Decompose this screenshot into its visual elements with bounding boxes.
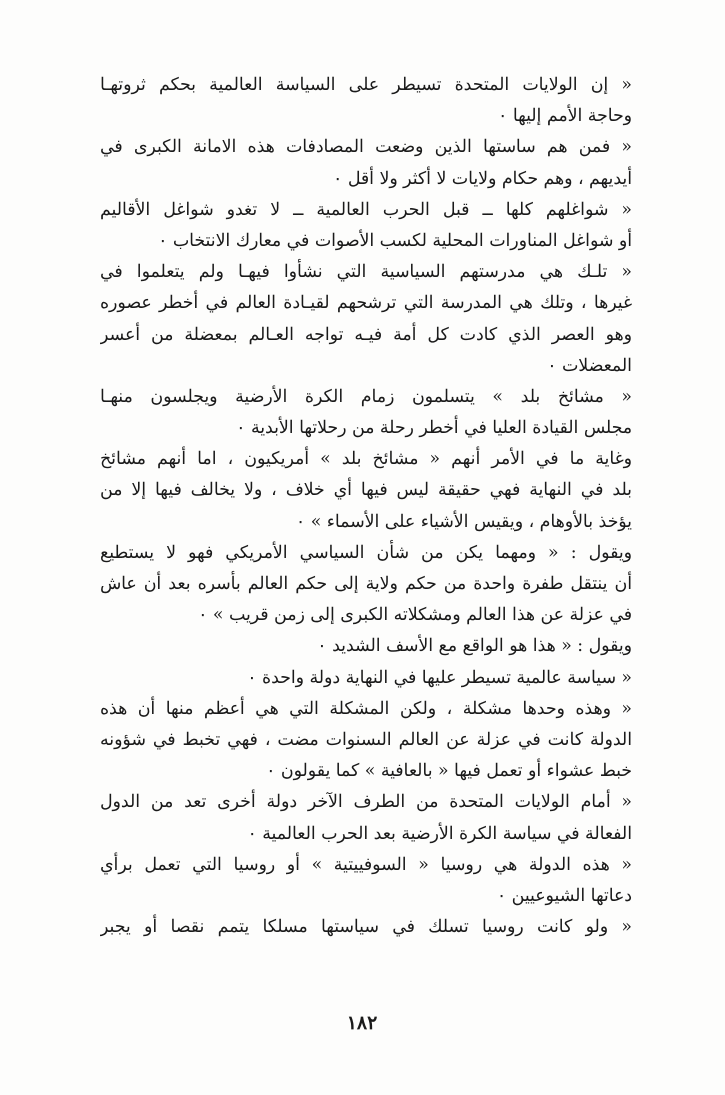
text-line: وحاجة الأمم إليها ٠: [498, 106, 632, 127]
text-line: « وهذه وحدها مشكلة ، ولكن المشكلة التي هي أعظم منها أن هذه: [100, 698, 632, 719]
text-line: خبط عشواء أو تعمل فيها « بالعافية » كما يقولون ٠: [266, 761, 632, 782]
text-line: « فمن هم ساستها الذين وضعت المصادفات هذه الامانة الكبرى في: [100, 137, 632, 158]
text-line: أيديهم ، وهم حكام ولايات لا أكثر ولا أقل ٠: [333, 168, 632, 189]
text-line: بلد في النهاية فهي حقيقة ليس فيها أي خلاف ، ولا يخالف فيها إلا من: [100, 480, 632, 501]
text-line: « هذه الدولة هي روسيا « السوفييتية » أو روسيا التي تعمل برأي: [100, 854, 632, 875]
text-line: وغاية ما في الأمر أنهم « مشائخ بلد » أمريكيون ، اما أنهم مشائخ: [100, 449, 632, 470]
text-line: « شواغلهم كلها ــ قبل الحرب العالمية ــ لا تغدو شواغل الأقاليم: [100, 199, 632, 220]
text-line: « تلـك هي مدرستهم السياسية التي نشأوا فيهـا ولم يتعلموا في: [100, 262, 632, 283]
text-line: ويقول : « ومهما يكن من شأن السياسي الأمريكي فهو لا يستطيع: [100, 542, 632, 563]
text-line: ويقول : « هذا هو الواقع مع الأسف الشديد ٠: [317, 636, 632, 657]
page-number: ١٨٢: [346, 1012, 378, 1034]
text-line: « إن الولايات المتحدة تسيطر على السياسة العالمية بحكم ثروتهـا: [100, 75, 632, 95]
text-line: الفعالة في سياسة الكرة الأرضية بعد الحرب العالمية ٠: [247, 823, 632, 844]
text-line: يؤخذ بالأوهام ، ويقيس الأشياء على الأسماء » ٠: [295, 511, 632, 532]
text-line: « ولو كانت روسيا تسلك في سياستها مسلكا يتمم نقصا أو يجبر: [100, 917, 632, 938]
text-line: مجلس القيادة العليا في أخطر رحلة من رحلاتها الأبدية ٠: [236, 418, 632, 439]
text-line: « أمام الولايات المتحدة من الطرف الآخر دولة أخرى تعد من الدول: [100, 792, 632, 813]
text-line: دعاتها الشيوعيين ٠: [496, 885, 632, 906]
text-line: المعضلات ٠: [547, 355, 632, 376]
text-line: « مشائخ بلد » يتسلمون زمام الكرة الأرضية ويجلسون منهـا: [100, 386, 632, 407]
text-line: أن ينتقل طفرة واحدة من حكم ولاية إلى حكم العالم بأسره بعد أن عاش: [100, 574, 632, 594]
body-text: [100, 70, 632, 943]
text-line: الدولة كانت في عزلة عن العالم الىسنوات مضت ، فهي تخبط في شؤونه: [100, 729, 632, 750]
text-line: أو شواغل المناورات المحلية لكسب الأصوات في معارك الانتخاب ٠: [158, 230, 632, 251]
text-line: في عزلة عن هذا العالم ومشكلاته الكبرى إلى زمن قريب » ٠: [198, 605, 632, 626]
text-line: وهو العصر الذي كادت كل أمة فيـه تواجه العـالم بمعضلة من أعسر: [100, 324, 632, 345]
text-line: غيرها ، وتلك هي المدرسة التي ترشحهم لقيـادة العالم في أخطر عصوره: [100, 293, 632, 314]
text-line: « سياسة عالمية تسيطر عليها في النهاية دولة واحدة ٠: [247, 667, 632, 688]
